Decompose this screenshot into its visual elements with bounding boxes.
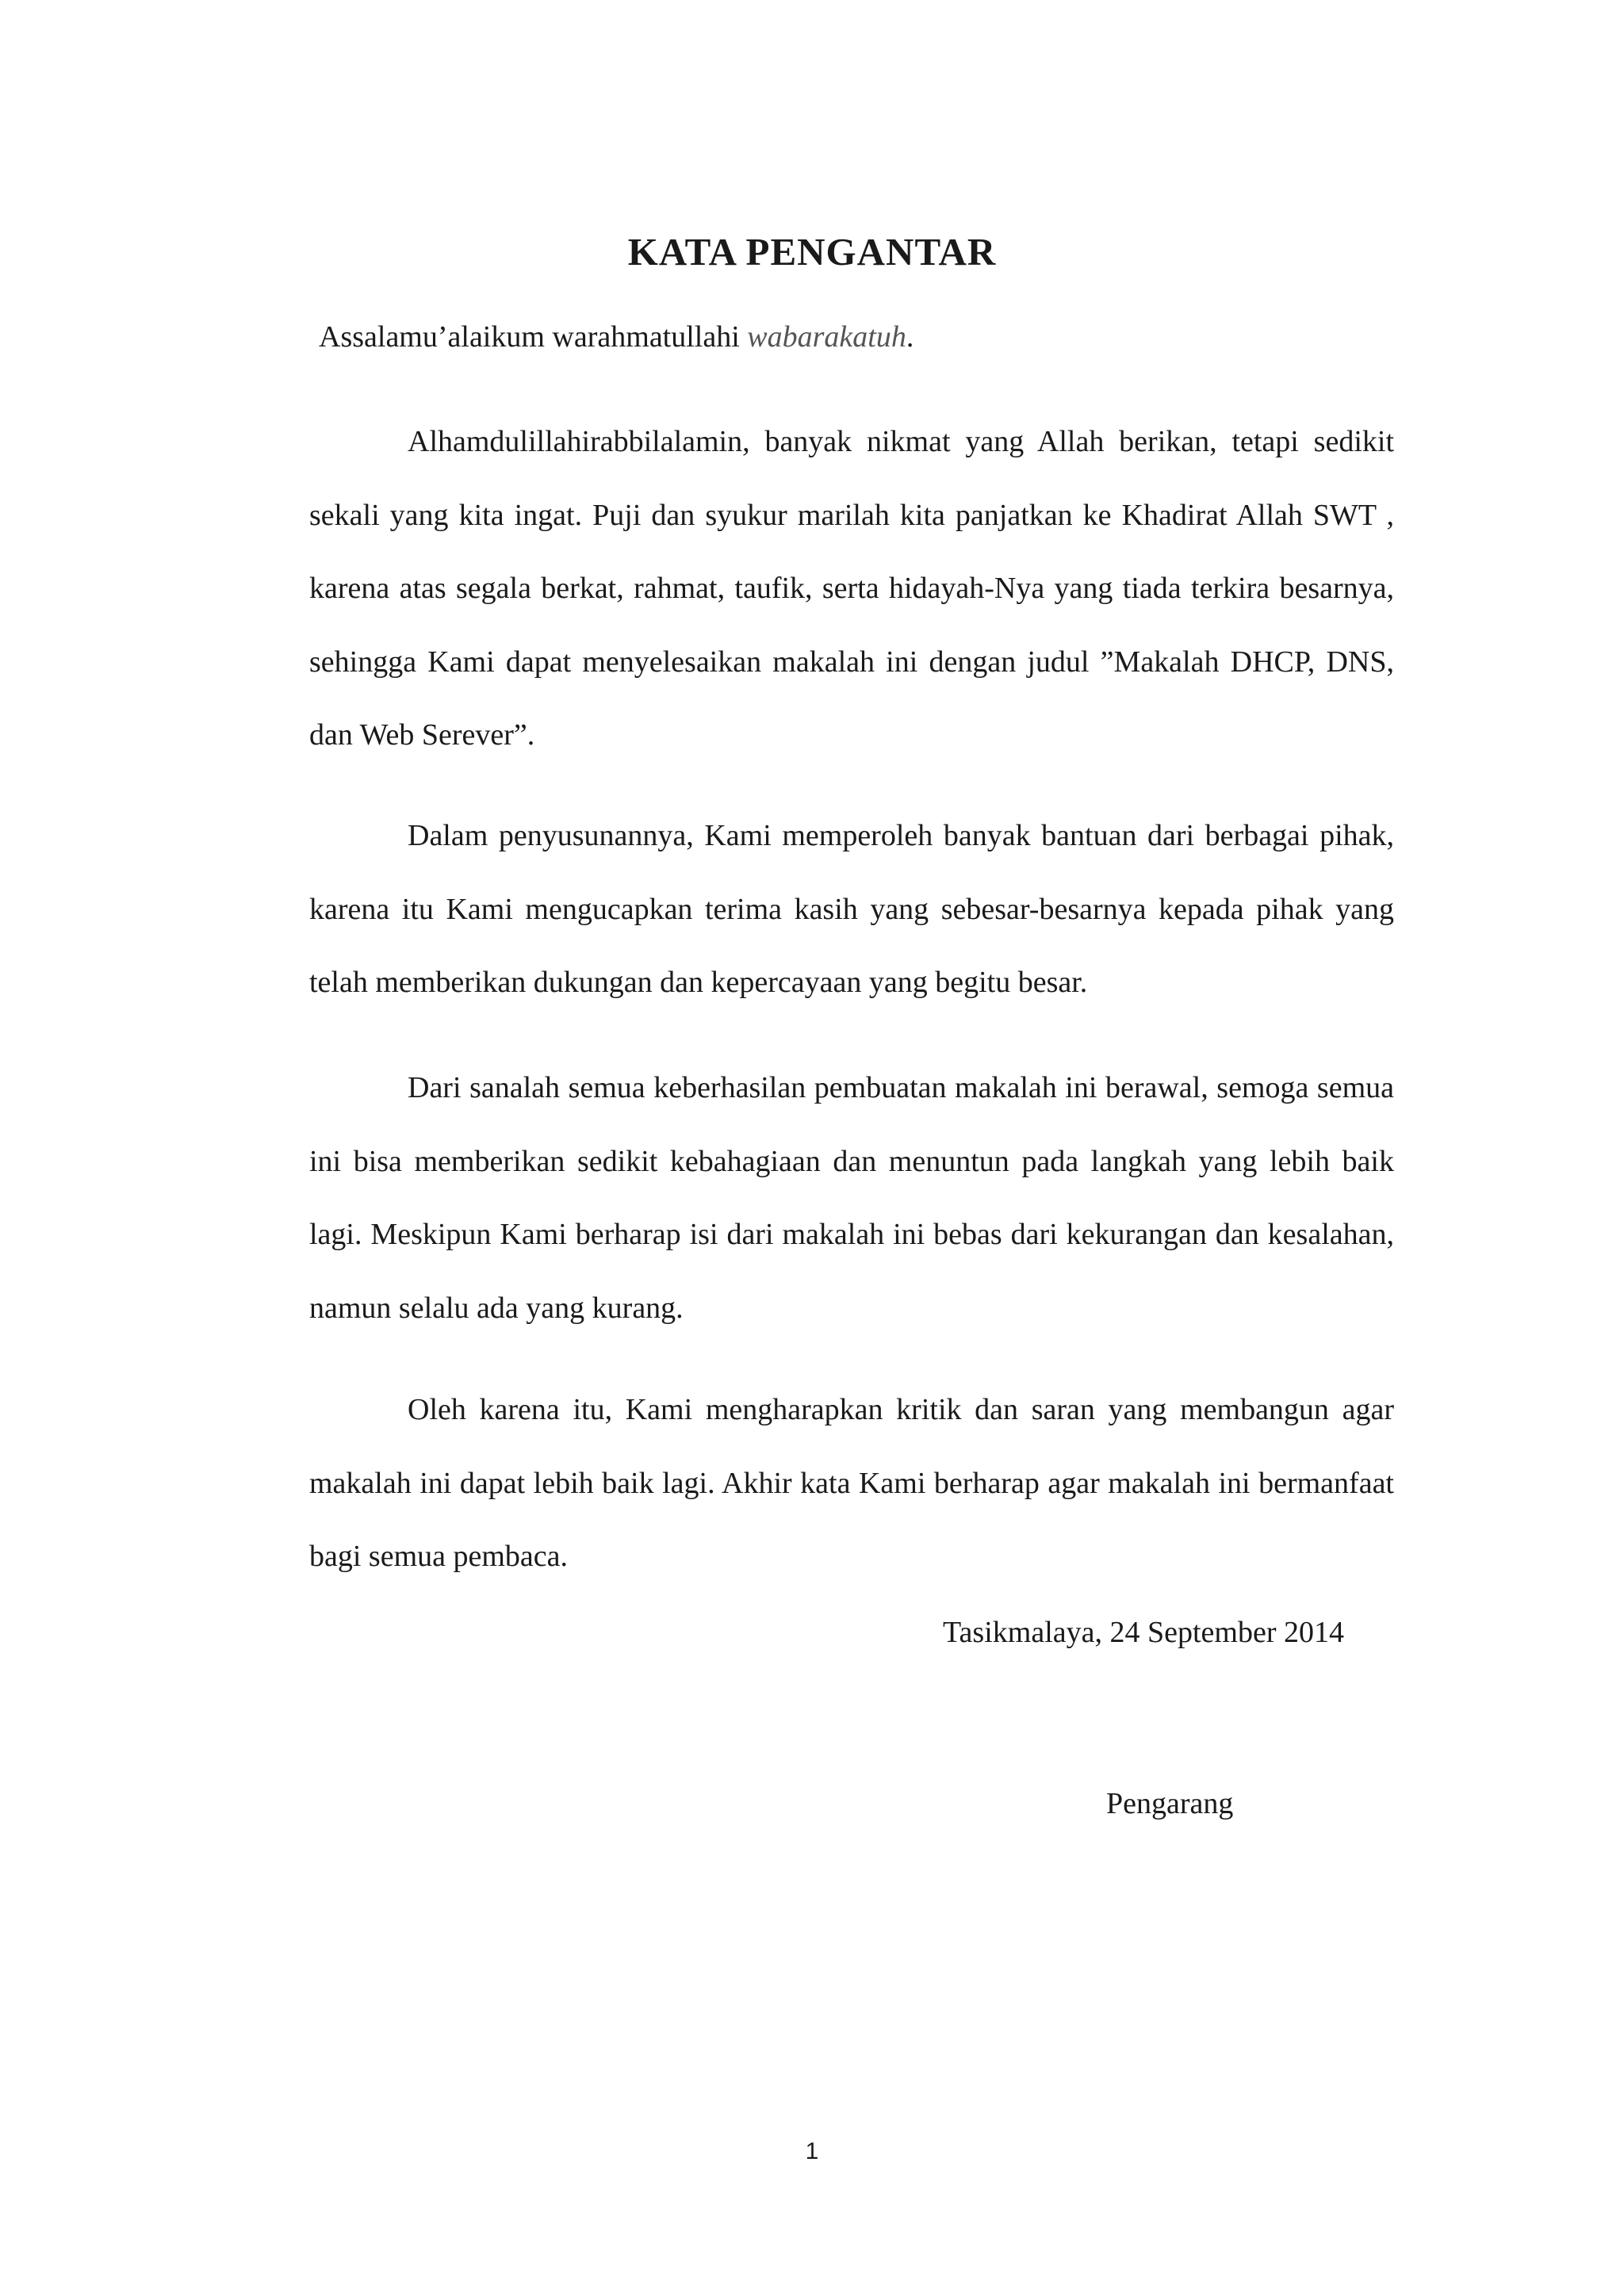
- paragraph-4: Oleh karena itu, Kami mengharapkan kritik dan saran yang membangun agar makalah ini dapat lebih baik lagi. Akhir kata Kami berharap agar makalah ini bermanfaat bagi semua pembaca.: [309, 1393, 1394, 1573]
- greeting-text: Assalamu’alaikum warahmatullahi: [319, 320, 740, 354]
- page-title: KATA PENGANTAR: [627, 230, 997, 274]
- greeting-italic: wabarakatuh: [747, 320, 906, 354]
- greeting: [319, 317, 914, 357]
- author-signature: Pengarang: [1106, 1787, 1234, 1820]
- paragraph-3: Dari sanalah semua keberhasilan pembuatan makalah ini berawal, semoga semua ini bisa memberikan sedikit kebahagiaan dan menuntun pada langkah yang lebih baik lagi. Meskipun Kami berharap isi dari makalah ini bebas dari kekurangan dan kesalahan, namun selalu ada yang kurang.: [309, 1071, 1394, 1325]
- paragraph-2: Dalam penyusunannya, Kami memperoleh banyak bantuan dari berbagai pihak, karena itu Kami mengucapkan terima kasih yang sebesar-besarnya kepada pihak yang telah memberikan dukungan dan kepercayaan yang begitu besar.: [309, 819, 1394, 999]
- paragraph-1: Alhamdulillahirabbilalamin, banyak nikmat yang Allah berikan, tetapi sedikit sekali yang kita ingat. Puji dan syukur marilah kita panjatkan ke Khadirat Allah SWT , karena atas segala berkat, rahmat, taufik, serta hidayah-Nya yang tiada terkira besarnya, sehingga Kami dapat menyelesaikan makalah ini dengan judul ”Makalah DHCP, DNS, dan Web Serever”.: [309, 425, 1394, 752]
- page-number: 1: [805, 2138, 819, 2164]
- greeting-end: .: [906, 320, 914, 354]
- place-date: Tasikmalaya, 24 September 2014: [943, 1616, 1344, 1649]
